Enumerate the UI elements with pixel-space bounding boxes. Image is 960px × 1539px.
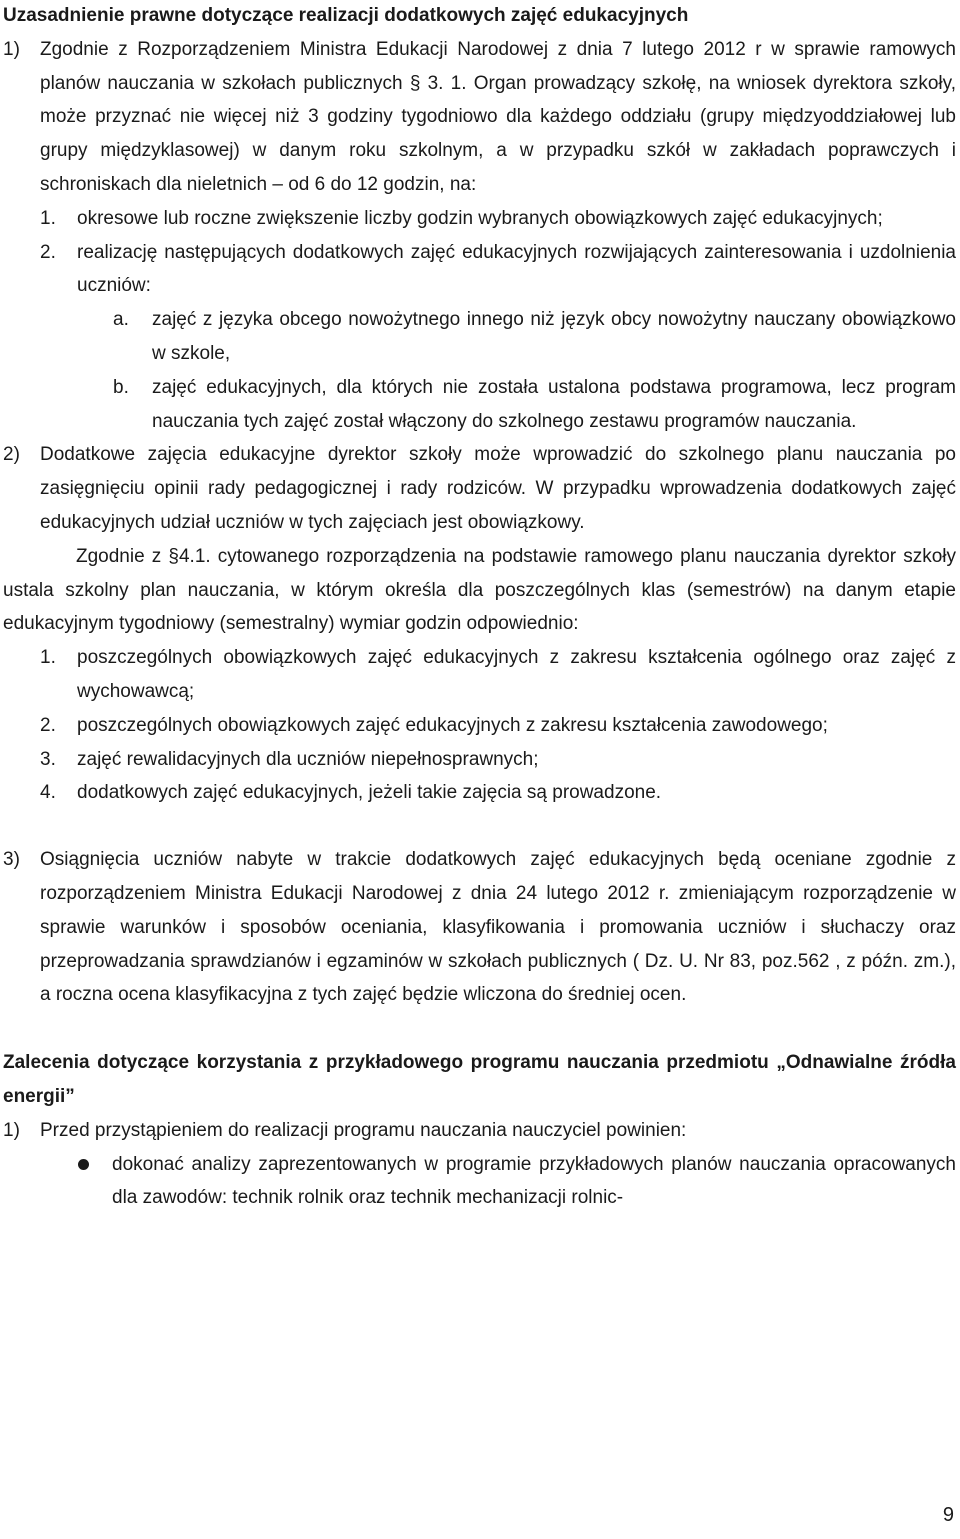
- bullet-item-text: dokonać analizy zaprezentowanych w programie przykładowych planów nauczania opracowanych dla zawodów: technik rolnik oraz technik mechanizacji rolnic-: [112, 1153, 956, 1209]
- bullet-list: [3, 1148, 956, 1216]
- section-heading-legal-basis: Uzasadnienie prawne dotyczące realizacji dodatkowych zajęć edukacyjnych: [3, 5, 689, 26]
- hours-list-item: [40, 776, 956, 810]
- sub-item-marker: 1.: [40, 207, 56, 229]
- list-item-text: dodatkowych zajęć edukacyjnych, jeżeli takie zajęcia są prowadzone.: [77, 782, 662, 804]
- list-item-text: poszczególnych obowiązkowych zajęć edukacyjnych z zakresu kształcenia ogólnego oraz zajęć z wychowawcą;: [77, 647, 956, 702]
- numbered-item-3: [3, 843, 956, 1012]
- sub-list-item: [40, 202, 956, 236]
- item-marker: 1): [3, 38, 20, 60]
- list-marker: 3.: [40, 748, 56, 770]
- sub-item-text: realizację następujących dodatkowych zajęć edukacyjnych rozwijających zainteresowania i uzdolnienia uczniów:: [77, 241, 956, 297]
- item-text: Przed przystąpieniem do realizacji programu nauczania nauczyciel powinien:: [40, 1119, 687, 1141]
- letter-marker: a.: [113, 309, 129, 331]
- item-marker: 2): [3, 444, 20, 466]
- list-marker: 1.: [40, 647, 56, 669]
- paragraph-regulation: Zgodnie z §4.1. cytowanego rozporządzenia na podstawie ramowego planu nauczania dyrektor szkoły ustala szkolny plan nauczania, w którym określa dla poszczególnych klas (semestrów) na danym etapie edukacyjnym tygodniowy (semestralny) wymiar godzin odpowiednio:: [3, 545, 956, 635]
- letter-list-item: [113, 371, 956, 439]
- numbered-item-1: [3, 1114, 956, 1148]
- numbered-item-2: [3, 438, 956, 539]
- item-text: Zgodnie z Rozporządzeniem Ministra Edukacji Narodowej z dnia 7 lutego 2012 r w sprawie ramowych planów nauczania w szkołach publicznych § 3. 1. Organ prowadzący szkołę, na wniosek dyrektora szkoły, może przyznać nie więcej niż 3 godziny tygodniowo dla każdego oddziału (grupy międzyoddziałowej lub grupy międzyklasowej) w danym roku szkolnym, a w przypadku szkół w zakładach poprawczych i schroniskach dla nieletnich – od 6 do 12 godzin, na:: [40, 38, 956, 195]
- page-number: 9: [942, 1504, 954, 1526]
- hours-list: [3, 641, 956, 810]
- item-text: Dodatkowe zajęcia edukacyjne dyrektor szkoły może wprowadzić do szkolnego planu nauczania po zasięgnięciu opinii rady pedagogicznej i rady rodziców. W przypadku wprowadzenia dodatkowych zajęć edukacyjnych udział uczniów w tych zajęciach jest obowiązkowy.: [40, 444, 956, 533]
- sub-item-marker: 2.: [40, 241, 56, 263]
- sub-list-item: [40, 236, 956, 304]
- item-marker: 1): [3, 1119, 20, 1141]
- list-marker: 4.: [40, 782, 56, 804]
- hours-list-item: [40, 743, 956, 777]
- bullet-item: [76, 1148, 956, 1216]
- sub-item-text: okresowe lub roczne zwiększenie liczby godzin wybranych obowiązkowych zajęć edukacyjnych;: [77, 207, 883, 229]
- numbered-item-1: [3, 33, 956, 202]
- letter-list: [3, 303, 956, 438]
- sub-list: [3, 202, 956, 303]
- list-item-text: poszczególnych obowiązkowych zajęć edukacyjnych z zakresu kształcenia zawodowego;: [77, 714, 828, 736]
- item-marker: 3): [3, 849, 20, 871]
- letter-list-item: [113, 303, 956, 371]
- item-text: Osiągnięcia uczniów nabyte w trakcie dodatkowych zajęć edukacyjnych będą oceniane zgodnie z rozporządzeniem Ministra Edukacji Narodowej z dnia 24 lutego 2012 r. zmieniającym rozporządzenie w sprawie warunków i sposobów oceniania, klasyfikowania i promowania uczniów i słuchaczy oraz przeprowadzania sprawdzianów i egzaminów w szkołach publicznych ( Dz. U. Nr 83, poz.562 , z późn. zm.), a roczna ocena klasyfikacyjna z tych zajęć będzie wliczona do średniej ocen.: [40, 849, 956, 1006]
- list-marker: 2.: [40, 714, 56, 736]
- list-item-text: zajęć rewalidacyjnych dla uczniów niepełnosprawnych;: [77, 748, 539, 770]
- hours-list-item: [40, 641, 956, 709]
- letter-item-text: zajęć z języka obcego nowożytnego innego niż język obcy nowożytny nauczany obowiązkowo w szkole,: [152, 309, 956, 364]
- letter-marker: b.: [113, 376, 129, 398]
- letter-item-text: zajęć edukacyjnych, dla których nie została ustalona podstawa programowa, lecz program nauczania tych zajęć został włączony do szkolnego zestawu programów nauczania.: [152, 376, 956, 432]
- bullet-dot-icon: [78, 1159, 89, 1170]
- hours-list-item: [40, 709, 956, 743]
- section-heading-recommendations: Zalecenia dotyczące korzystania z przykładowego programu nauczania przedmiotu „Odnawialne źródła energii”: [3, 1052, 956, 1107]
